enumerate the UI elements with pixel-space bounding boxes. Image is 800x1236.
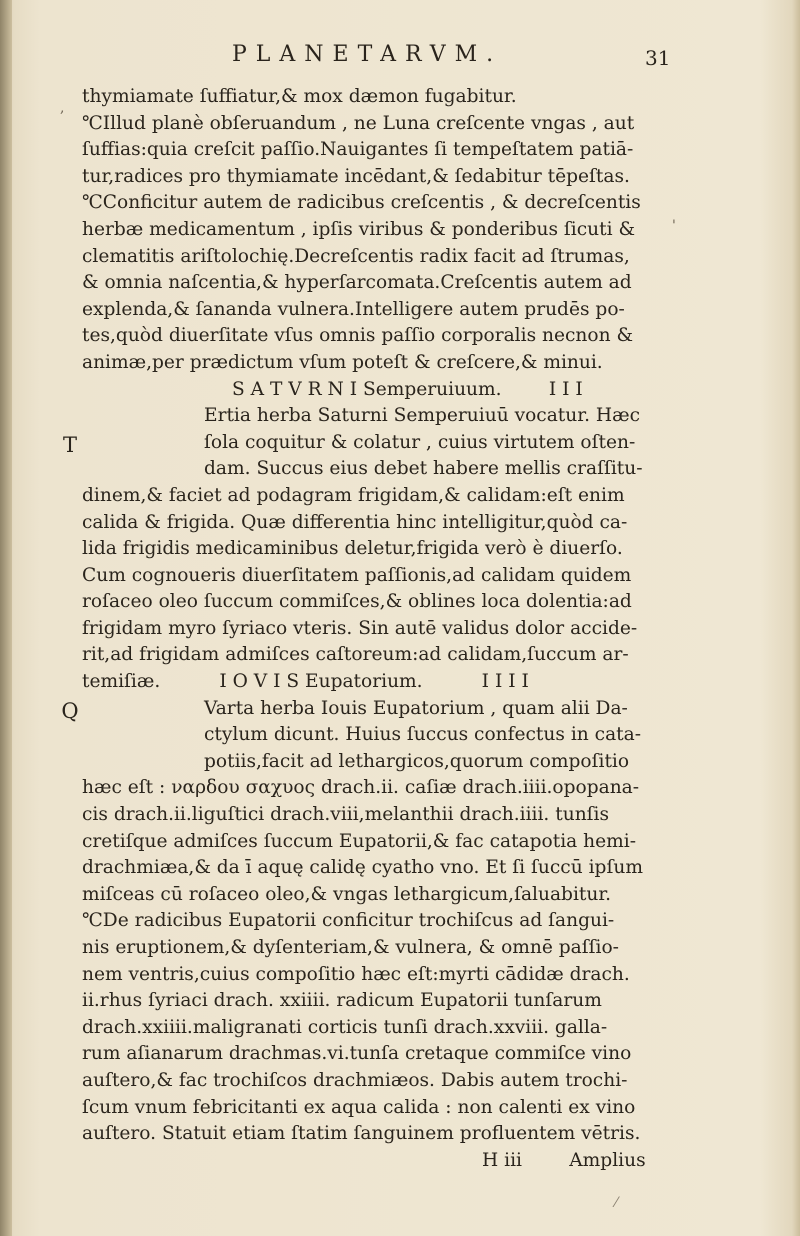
text-line: rit,ad frigidam admiſces caſtoreum:ad calidam,ſuccum ar- (82, 644, 629, 666)
margin-mark-right: ' (672, 218, 676, 234)
text-line: ctylum dicunt. Huius ſuccus confectus in cata- (204, 724, 641, 746)
text-line: miſceas cū roſaceo oleo,& vngas lethargicum,ſaluabitur. (82, 883, 612, 905)
text-line: ii.rhus ſyriaci drach. xxiiii. radicum Eupatorii tunſarum (82, 990, 602, 1012)
text-line: tur,radices pro thymiamate incēdant,& ſedabitur tēpeſtas. (82, 165, 630, 187)
text-line: calida & frigida. Quæ differentia hinc intelligitur,quòd ca- (82, 511, 628, 533)
text-line: hæc eſt : ναρδου σαχυος drach.ii. caſiæ drach.iiii.opopana- (82, 777, 640, 799)
text-line: drach.xxiiii.maligranati corticis tunſi drach.xxviii. galla- (82, 1016, 608, 1038)
text-line: herbæ medicamentum , ipſis viribus & ponderibus ſicuti & (82, 218, 636, 240)
text-line: potiis,facit ad lethargicos,quorum compoſitio (204, 750, 630, 772)
section-heading-saturn: S A T V R N I Semperuiuum. I I I (232, 378, 583, 400)
text-line: dinem,& faciet ad podagram frigidam,& calidam:eſt enim (82, 484, 625, 506)
text-line: explenda,& ſananda vulnera.Intelligere autem prudēs po- (82, 298, 625, 320)
text-line: ℃Illud planè obſeruandum , ne Luna creſcente vngas , aut (82, 112, 635, 134)
text-line: roſaceo oleo ſuccum commiſces,& oblines loca dolentia:ad (82, 591, 632, 613)
text-line: auſtero,& fac trochiſcos drachmiæos. Dabis autem trochi- (82, 1069, 628, 1091)
margin-mark: , (60, 100, 65, 116)
text-line: frigidam myro ſyriaco vteris. Sin autē validus dolor accide- (82, 617, 638, 639)
text-line: ſcum vnum febricitanti ex aqua calida : non calenti ex vino (82, 1096, 636, 1118)
section-heading-jupiter: temiſiæ. I O V I S Eupatorium. I I I I (82, 671, 529, 693)
text-line: dam. Succus eius debet habere mellis craſſitu- (204, 458, 643, 480)
text-line: animæ,per prædictum vſum poteſt & creſcere,& minui. (82, 351, 603, 373)
text-line: ſuffias:quia creſcit paſſio.Nauigantes ſi tempeſtatem patiā- (82, 139, 634, 161)
text-line: Cum cognoueris diuerſitatem paſſionis,ad calidam quidem (82, 564, 632, 586)
text-line: ſola coquitur & colatur , cuius virtutem oſten- (204, 431, 636, 453)
text-line: Ertia herba Saturni Semperuiuū vocatur. Hæc (204, 405, 640, 427)
page-number: 31 (645, 46, 671, 70)
drop-initial-saturn: T (62, 433, 77, 457)
text-line: & omnia naſcentia,& hyperſarcomata.Creſcentis autem ad (82, 272, 632, 294)
text-line: cis drach.ii.liguſtici drach.viii,melanthii drach.iiii. tunſis (82, 804, 610, 826)
text-line: rum aſianarum drachmas.vi.tunſa cretaque commiſce vino (82, 1043, 632, 1065)
text-line: ℃De radicibus Eupatorii conficitur trochiſcus ad ſangui- (82, 910, 615, 932)
binding-gutter (0, 0, 12, 1236)
text-line: Varta herba Iouis Eupatorium , quam alii Da- (204, 697, 628, 719)
text-line: lida frigidis medicaminibus deletur,frigida verò è diuerſo. (82, 538, 623, 560)
bottom-mark: ⁄ (615, 1195, 618, 1211)
text-line: ℃Conficitur autem de radicibus creſcentis , & decreſcentis (82, 192, 641, 214)
text-line: clematitis ariſtolochię.Decreſcentis radix facit ad ſtrumas, (82, 245, 630, 267)
text-line: auſtero. Statuit etiam ſtatim ſanguinem profluentem vētris. (82, 1123, 641, 1145)
text-line: thymiamate ſuffiatur,& mox dæmon fugabitur. (82, 86, 517, 107)
text-line: cretiſque admiſces ſuccum Eupatorii,& fac catapotia hemi- (82, 830, 636, 852)
body-text (82, 84, 700, 1174)
text-line: nis eruptionem,& dyſenteriam,& vulnera, & omnē paſſio- (82, 937, 619, 958)
text-line: drachmiæa,& da ī aquę calidę cyatho vno. Et ſi ſuccū ipſum (82, 857, 643, 879)
catchword-line: H iii Amplius (482, 1149, 646, 1171)
running-title: PLANETARVM. (232, 42, 503, 67)
page-header (0, 42, 800, 82)
drop-initial-jupiter: Q (61, 699, 79, 723)
text-line: tes,quòd diuerſitate vſus omnis paſſio corporalis necnon & (82, 325, 634, 347)
text-line: nem ventris,cuius compoſitio hæc eſt:myrti cādidæ drach. (82, 963, 630, 985)
